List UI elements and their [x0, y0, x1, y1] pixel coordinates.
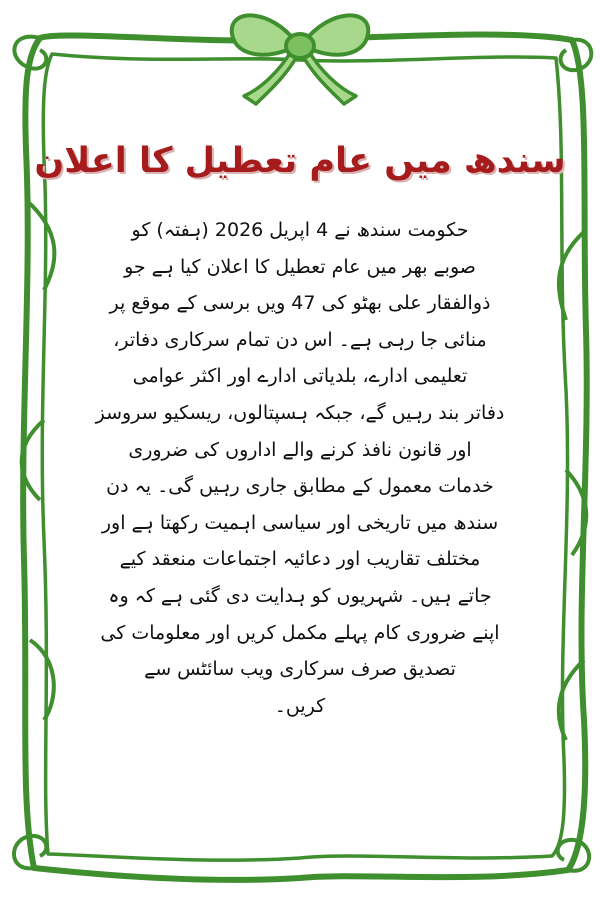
body-line: دفاتر بند رہیں گے، جبکہ ہسپتالوں، ریسکیو سروسز — [95, 401, 505, 424]
body-line: اور قانون نافذ کرنے والے اداروں کی ضروری — [128, 438, 472, 461]
body-line: ذوالفقار علی بھٹو کی 47 ویں برسی کے موقع پر — [109, 292, 491, 315]
page-title: سندھ میں عام تعطیل کا اعلان — [34, 141, 566, 181]
body-line: سندھ میں تاریخی اور سیاسی اہمیت رکھتا ہے اور — [101, 511, 499, 534]
body-line: تصدیق صرف سرکاری ویب سائٹس سے — [144, 658, 456, 681]
body-line: مختلف تقاریب اور دعائیہ اجتماعات منعقد کیے — [119, 548, 481, 571]
body-line: کریں۔ — [274, 694, 326, 717]
body-line: خدمات معمول کے مطابق جاری رہیں گی۔ یہ دن — [106, 475, 494, 498]
body-line: صوبے بھر میں عام تعطیل کا اعلان کیا ہے جو — [124, 255, 476, 278]
announcement-body — [80, 212, 520, 724]
body-line: اپنے ضروری کام پہلے مکمل کریں اور معلومات کی — [100, 621, 500, 644]
body-line: منائی جا رہی ہے۔ اس دن تمام سرکاری دفاتر، — [113, 328, 487, 351]
body-line: حکومت سندھ نے 4 اپریل 2026 (ہفتہ) کو — [131, 219, 469, 241]
body-line: جاتے ہیں۔ شہریوں کو ہدایت دی گئی ہے کہ وہ — [108, 584, 492, 607]
body-line: تعلیمی ادارے، بلدیاتی ادارے اور اکثر عوامی — [132, 365, 468, 388]
